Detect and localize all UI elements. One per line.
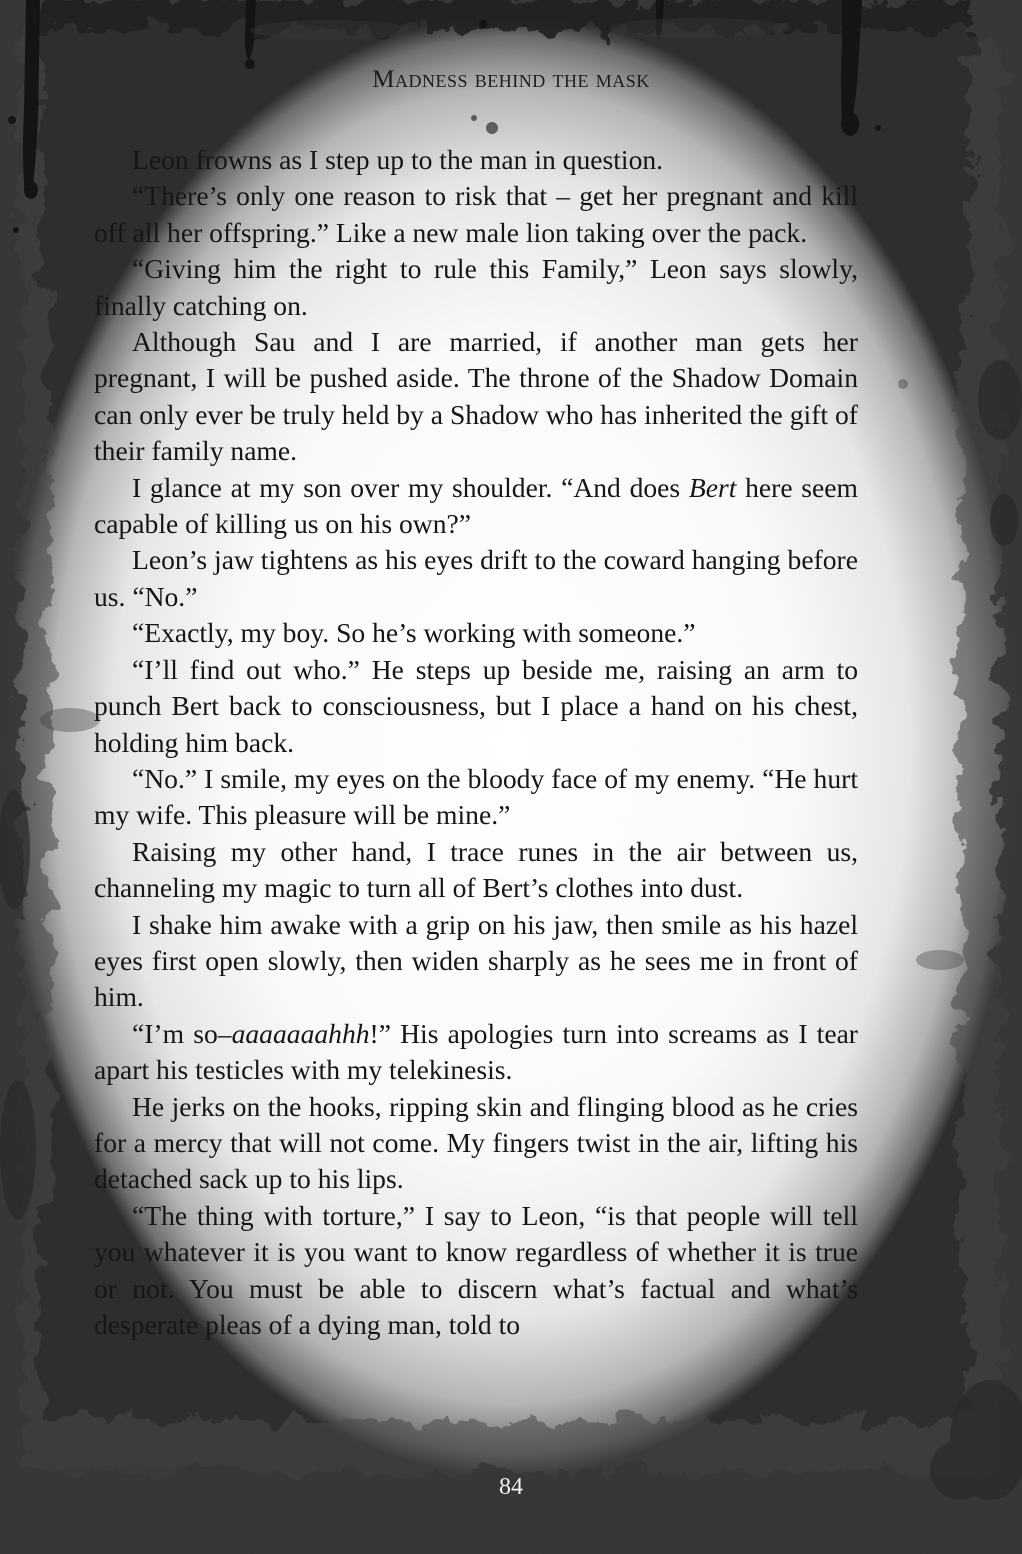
paragraph [94, 142, 858, 178]
text-run: Leon frowns as I step up to the man in question. [132, 144, 664, 175]
paragraph [94, 1089, 858, 1198]
italic-text: aaaaaaahhh [231, 1017, 370, 1049]
text-run: “Giving him the right to rule this Family,” Leon says slowly, finally catching on. [94, 253, 858, 321]
text-run: “The thing with torture,” I say to Leon, “is that people will tell you whatever it is you want to know regardless of whether it is true or not. You must be able to discern what’s factual and what’s desperate pleas of a dying man, told to [94, 1199, 858, 1340]
text-run: I shake him awake with a grip on his jaw, then smile as his hazel eyes first open slowly, then widen sharply as he sees me in front of him. [94, 908, 858, 1013]
text-run: I glance at my son over my shoulder. “And does [132, 471, 689, 503]
paragraph [94, 251, 858, 324]
text-run: Although Sau and I are married, if another man gets her pregnant, I will be pushed aside. The throne of the Shadow Domain can only ever be truly held by a Shadow who has inherited the gift of their family name. [94, 326, 858, 467]
text-run: “No.” I smile, my eyes on the bloody face of my enemy. “He hurt my wife. This pleasure will be mine.” [94, 762, 858, 831]
paragraph [94, 324, 858, 470]
paragraph [94, 542, 858, 615]
text-run: “There’s only one reason to risk that – get her pregnant and kill off all her offspring.” Like a new male lion taking over the pack. [94, 180, 858, 248]
text-run: Leon’s jaw tightens as his eyes drift to the coward hanging before us. “No.” [94, 544, 858, 612]
text-run: He jerks on the hooks, ripping skin and flinging blood as he cries for a mercy that will not come. My fingers twist in the air, lifting his detached sack up to his lips. [94, 1090, 858, 1195]
paragraph [94, 1016, 858, 1089]
text-run: !” His apologies turn into screams as I tear apart his testicles with my telekinesis. [94, 1017, 859, 1086]
paragraph [94, 615, 858, 651]
running-header: Madness behind the mask [372, 66, 650, 93]
paragraph [94, 652, 858, 761]
paragraph [94, 761, 858, 834]
paragraph [94, 907, 858, 1016]
italic-text: Bert [688, 471, 737, 503]
paragraph [94, 178, 858, 251]
paragraph [94, 834, 858, 907]
page-number: 84 [499, 1474, 523, 1500]
paragraph [94, 1198, 858, 1344]
text-run: Raising my other hand, I trace runes in the air between us, channeling my magic to turn all of Bert’s clothes into dust. [94, 835, 858, 904]
text-run: “Exactly, my boy. So he’s working with someone.” [132, 617, 696, 649]
paragraph [94, 470, 858, 543]
text-run: “I’ll find out who.” He steps up beside me, raising an arm to punch Bert back to consciousness, but I place a hand on his chest, holding him back. [94, 653, 858, 758]
text-run: “I’m so– [132, 1017, 232, 1049]
body-text [94, 142, 858, 1343]
text-run: here seem capable of killing us on his own?” [94, 471, 858, 540]
